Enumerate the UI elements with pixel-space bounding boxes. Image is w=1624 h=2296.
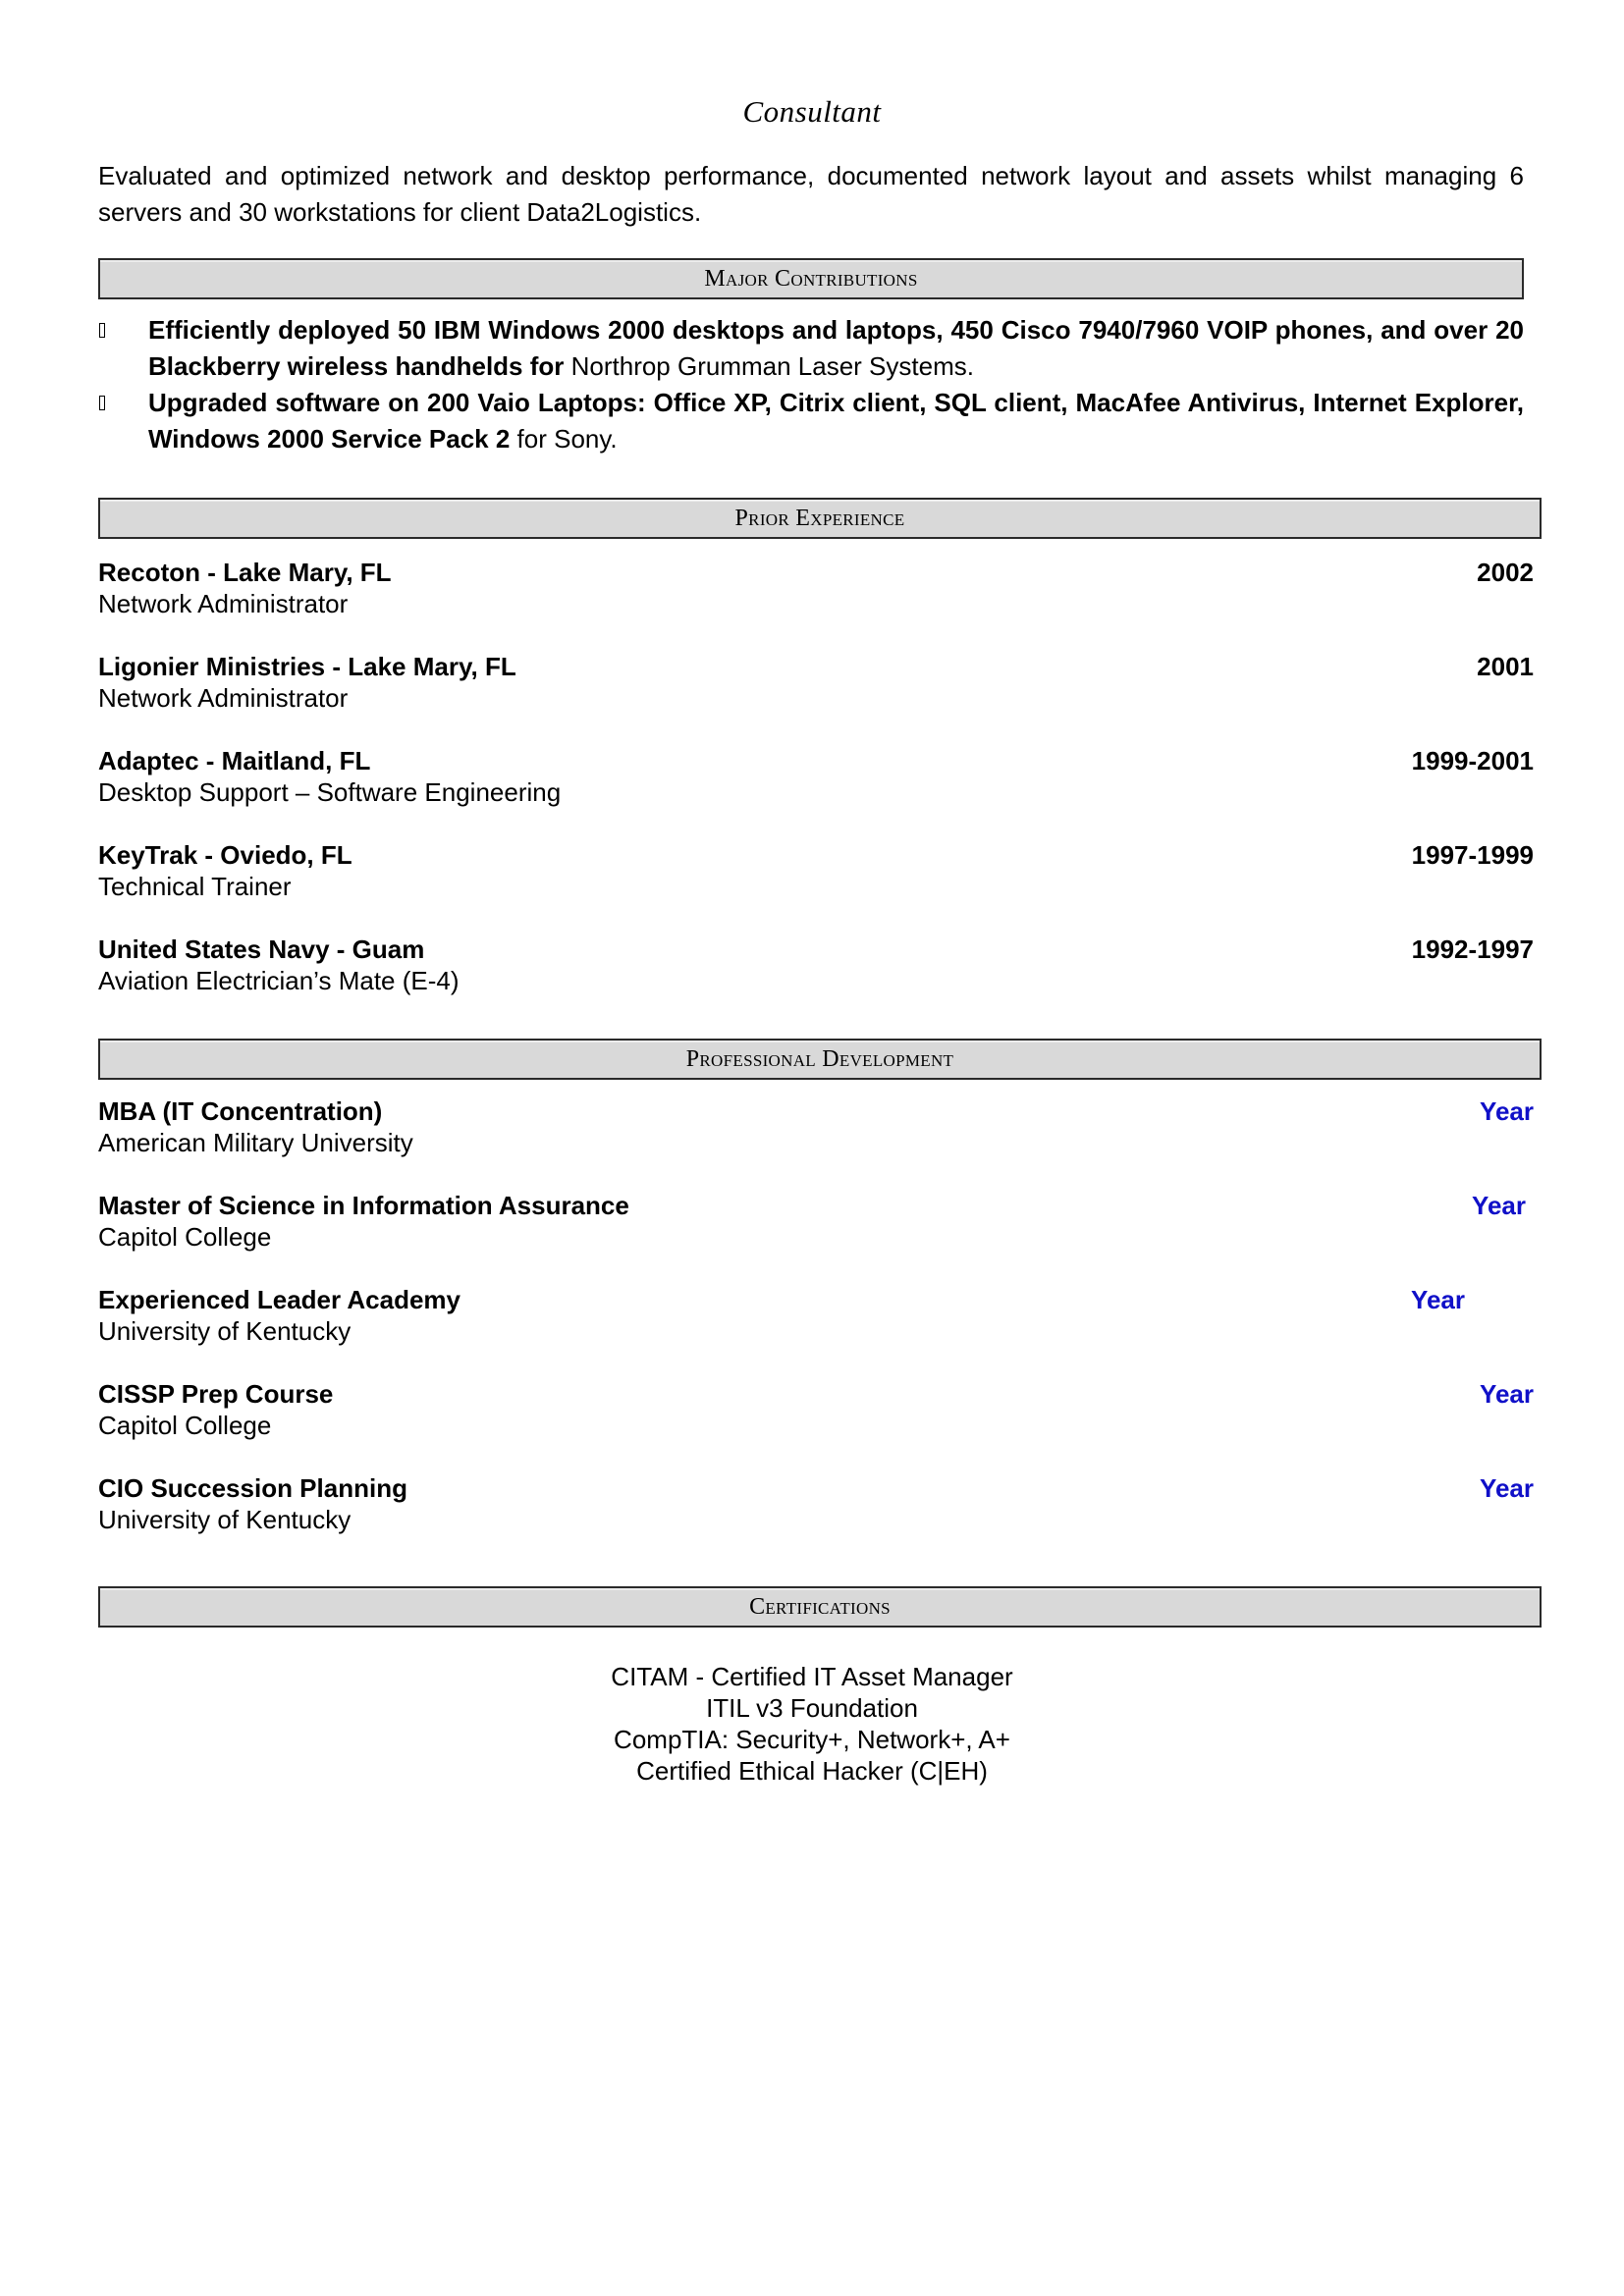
institution: Capitol College (98, 1222, 272, 1252)
contribution-bold-text: Efficiently deployed 50 IBM Windows 2000 desktops and laptops, 450 Cisco 7940/7960 VOIP phones, and over 20 Blackberry wireless handhelds for (148, 315, 1524, 381)
company: Recoton - Lake Mary, FL (98, 558, 392, 587)
bullet-icon (99, 323, 105, 338)
role: Technical Trainer (98, 872, 292, 901)
section-header-prior-experience (98, 498, 1542, 539)
years: 1999-2001 (1411, 746, 1534, 775)
years: 1997-1999 (1411, 840, 1534, 870)
development-entry (98, 1378, 1534, 1472)
section-title: Major Contributions (704, 266, 918, 292)
section-title: Prior Experience (734, 506, 905, 531)
program: Master of Science in Information Assurance (98, 1191, 629, 1220)
institution: University of Kentucky (98, 1505, 352, 1534)
contribution-bold-text: Upgraded software on 200 Vaio Laptops: Office XP, Citrix client, SQL client, MacAfee Antivirus, Internet Explorer, Windows 2000 Service Pack 2 (148, 388, 1524, 454)
bullet-icon (99, 396, 105, 410)
list-item (98, 385, 1524, 457)
certification-item: CITAM - Certified IT Asset Manager (611, 1662, 1013, 1691)
list-item (98, 312, 1524, 385)
role: Aviation Electrician’s Mate (E-4) (98, 966, 460, 995)
company: United States Navy - Guam (98, 934, 425, 964)
year-placeholder: Year (1411, 1285, 1465, 1314)
institution: American Military University (98, 1128, 413, 1157)
job-title: Consultant (742, 94, 882, 129)
certification-item: CompTIA: Security+, Network+, A+ (614, 1725, 1010, 1754)
certifications-list (0, 1661, 1624, 1787)
contribution-client: Northrop Grumman Laser Systems. (564, 351, 974, 381)
role: Network Administrator (98, 683, 349, 713)
years: 2001 (1477, 652, 1534, 681)
role: Desktop Support – Software Engineering (98, 777, 562, 807)
certification-item: ITIL v3 Foundation (706, 1693, 918, 1723)
section-title: Professional Development (685, 1046, 954, 1072)
program: Experienced Leader Academy (98, 1285, 460, 1314)
years: 1992-1997 (1411, 934, 1534, 964)
development-list (98, 1095, 1534, 1567)
experience-list (98, 557, 1534, 1028)
program: CISSP Prep Course (98, 1379, 334, 1409)
year-placeholder: Year (1480, 1096, 1534, 1126)
years: 2002 (1477, 558, 1534, 587)
development-entry (98, 1284, 1534, 1378)
year-placeholder: Year (1480, 1379, 1534, 1409)
contributions-list (98, 312, 1524, 457)
company: Ligonier Ministries - Lake Mary, FL (98, 652, 516, 681)
year-placeholder: Year (1480, 1473, 1534, 1503)
contribution-client: for Sony. (510, 424, 618, 454)
development-entry (98, 1095, 1534, 1190)
experience-entry (98, 651, 1534, 745)
program: CIO Succession Planning (98, 1473, 407, 1503)
development-entry (98, 1190, 1534, 1284)
experience-entry (98, 745, 1534, 839)
experience-entry (98, 557, 1534, 651)
company: KeyTrak - Oviedo, FL (98, 840, 352, 870)
company: Adaptec - Maitland, FL (98, 746, 371, 775)
institution: University of Kentucky (98, 1316, 352, 1346)
certification-item: Certified Ethical Hacker (C|EH) (636, 1756, 988, 1786)
section-header-professional-development (98, 1039, 1542, 1080)
job-summary: Evaluated and optimized network and desktop performance, documented network layout and assets whilst managing 6 servers and 30 workstations for client Data2Logistics. (98, 161, 1524, 227)
section-header-major-contributions (98, 258, 1524, 299)
role: Network Administrator (98, 589, 349, 618)
experience-entry (98, 934, 1534, 1028)
program: MBA (IT Concentration) (98, 1096, 383, 1126)
experience-entry (98, 839, 1534, 934)
section-title: Certifications (749, 1594, 891, 1620)
year-placeholder: Year (1472, 1191, 1526, 1220)
institution: Capitol College (98, 1411, 272, 1440)
development-entry (98, 1472, 1534, 1567)
section-header-certifications (98, 1586, 1542, 1628)
